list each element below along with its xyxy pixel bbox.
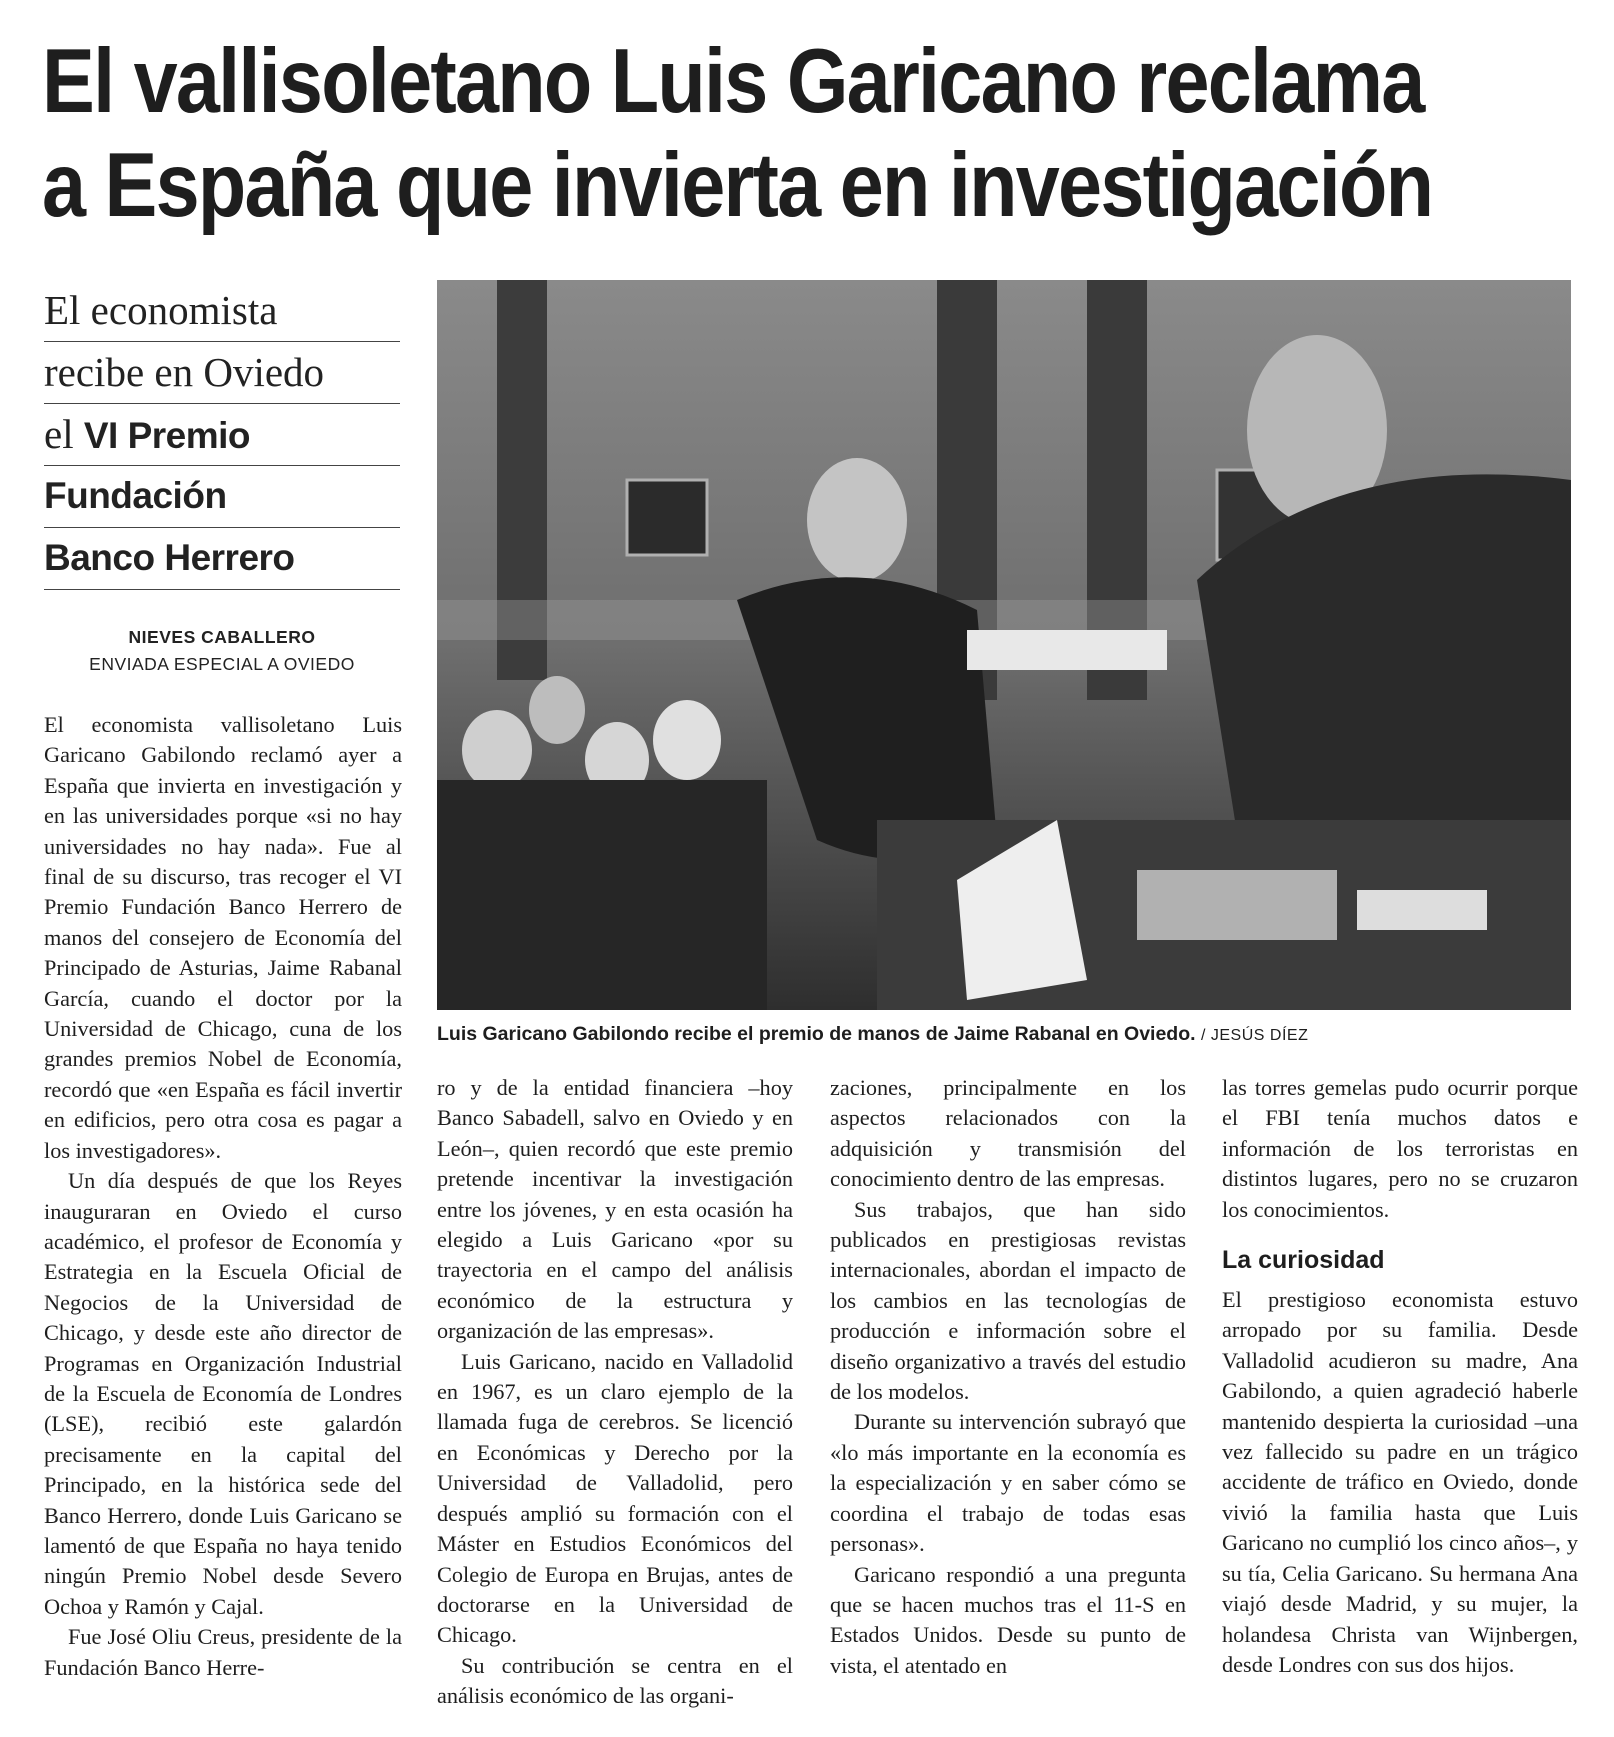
subhead-line-1: El economista: [44, 280, 400, 342]
byline-author: NIEVES CABALLERO: [128, 627, 316, 647]
subhead-line-3-prefix: el: [44, 411, 74, 457]
paragraph: El prestigioso economista estuvo arropado por su familia. Desde Valladolid acudieron su madre, Ana Gabilondo, a quien agradeció haberle mantenido despierta la curiosidad –una vez fallecido su padre en un trágico accidente de tráfico en Oviedo, donde vivió la familia hasta que Luis Garicano no cumplió los cinco años–, y su tía, Celia Garicano. Su hermana Ana viajó desde Madrid, y su mujer, la holandesa Christa van Wijnbergen, desde Londres con sus dos hijos.: [1222, 1287, 1578, 1677]
paragraph: las torres gemelas pudo ocurrir porque el FBI tenía muchos datos e información de los terroristas en distintos lugares, pero no se cruzaron los conocimientos.: [1222, 1075, 1578, 1222]
paragraph: El economista vallisoletano Luis Garicano Gabilondo reclamó ayer a España que invierta en investigación y en las universidades porque «si no hay universidades no hay nada». Fue al final de su discurso, tras recoger el VI Premio Fundación Banco Herrero de manos del consejero de Economía del Principado de Asturias, Jaime Rabanal García, cuando el doctor por la Universidad de Chicago, cuna de los grandes premios Nobel de Economía, recordó que «en España es fácil invertir en edificios, pero otra cosa es pagar a los investigadores».: [44, 712, 402, 1163]
paragraph: Fue José Oliu Creus, presidente de la Fundación Banco Herre-: [44, 1624, 402, 1680]
headline-line-2: a España que invierta en investigación: [42, 135, 1433, 236]
paragraph: Sus trabajos, que han sido publicados en prestigiosas revistas internacionales, abordan el impacto de los cambios en las tecnologías de producción e información sobre el diseño organizativo a través del estudio de los modelos.: [830, 1196, 1186, 1405]
subheadline: [44, 280, 400, 590]
paragraph: Durante su intervención subrayó que «lo más importante en la economía es la especialización y en saber cómo se coordina el trabajo de todas esas personas».: [830, 1409, 1186, 1557]
paragraph: Luis Garicano, nacido en Valladolid en 1967, es un claro ejemplo de la llamada fuga de cerebros. Se licenció en Económicas y Derecho por la Universidad de Valladolid, pero después amplió su formación con el Máster en Estudios Económicos del Colegio de Europa en Brujas, antes de doctorarse en la Universidad de Chicago.: [437, 1348, 793, 1648]
paragraph: Un día después de que los Reyes inauguraran en Oviedo el curso académico, el profesor de Economía y Estrategia en la Escuela Oficial de Negocios de la Universidad de Chicago, y desde este año director de Programas en Organización Industrial de la Escuela de Economía de Londres (LSE), recibió este galardón precisamente en la capital del Principado, en la histórica sede del Banco Herrero, donde Luis Garicano se lamentó de que España no haya tenido ningún Premio Nobel desde Severo Ochoa y Ramón y Cajal.: [44, 1168, 402, 1619]
news-photo: [437, 280, 1571, 1010]
article-column-1: [44, 710, 402, 1683]
photo-caption: [437, 1021, 1577, 1049]
byline: [44, 624, 400, 678]
paragraph: zaciones, principalmente en los aspectos relacionados con la adquisición y transmisión del conocimiento dentro de las empresas.: [830, 1075, 1186, 1192]
article-column-3: [830, 1073, 1186, 1681]
headline-line-1: El vallisoletano Luis Garicano reclama: [42, 31, 1424, 132]
paragraph: ro y de la entidad financiera –hoy Banco Sabadell, salvo en Oviedo y en León–, quien recordó que este premio pretende incentivar la investigación entre los jóvenes, y en esta ocasión ha elegido a Luis Garicano «por su trayectoria en el campo del análisis económico de la estructura y organización de las empresas».: [437, 1075, 793, 1344]
paragraph: Garicano respondió a una pregunta que se hacen muchos tras el 11-S en Estados Unidos. Desde su punto de vista, el atentado en: [830, 1561, 1186, 1678]
headline: [42, 30, 1433, 238]
byline-role: ENVIADA ESPECIAL A OVIEDO: [89, 654, 355, 674]
subhead-line-3: [44, 404, 400, 466]
photo-illustration: [437, 280, 1571, 1010]
article-column-4: [1222, 1073, 1578, 1680]
photo-credit: / JESÚS DÍEZ: [1200, 1027, 1309, 1044]
subhead-line-3-bold: VI Premio: [83, 415, 251, 456]
section-subtitle: La curiosidad: [1222, 1246, 1385, 1275]
subhead-line-5: Banco Herrero: [44, 528, 400, 590]
subhead-line-4: Fundación: [44, 466, 400, 528]
caption-text: Luis Garicano Gabilondo recibe el premio de manos de Jaime Rabanal en Oviedo.: [437, 1023, 1196, 1045]
article-column-2: [437, 1073, 793, 1712]
paragraph: Su contribución se centra en el análisis económico de las organi-: [437, 1652, 793, 1709]
subhead-line-2: recibe en Oviedo: [44, 342, 400, 404]
